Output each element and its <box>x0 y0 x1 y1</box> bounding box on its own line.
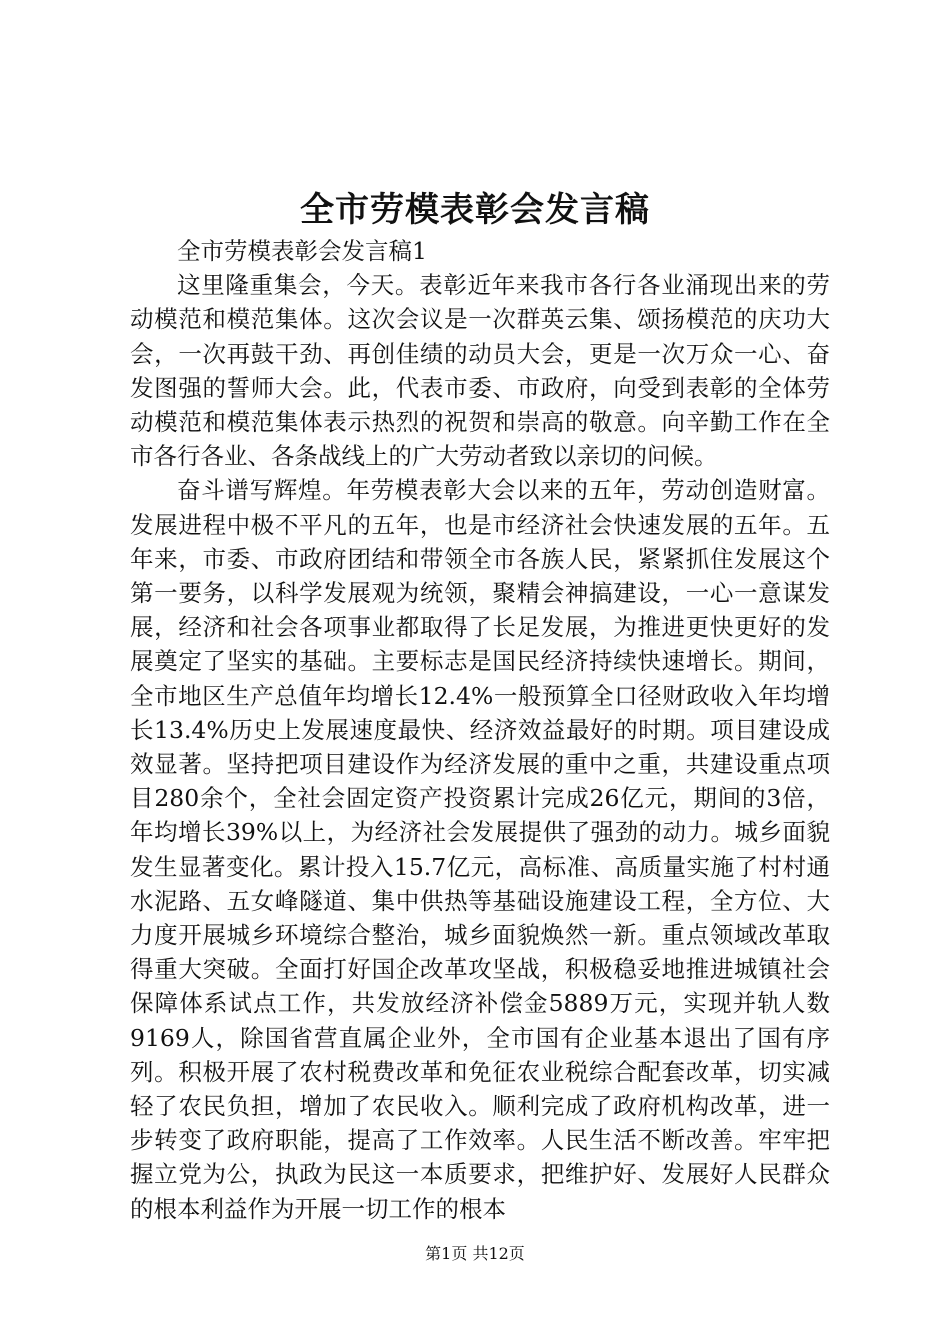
paragraph-2: 奋斗谱写辉煌。年劳模表彰大会以来的五年，劳动创造财富。发展进程中极不平凡的五年，也是市经济社会快速发展的五年。五年来，市委、市政府团结和带领全市各族人民，紧紧抓住发展这个第一要务，以科学发展观为统领，聚精会神搞建设，一心一意谋发展，经济和社会各项事业都取得了长足发展，为推进更快更好的发展奠定了坚实的基础。主要标志是国民经济持续快速增长。期间，全市地区生产总值年均增长12.4%一般预算全口径财政收入年均增长13.4%历史上发展速度最快、经济效益最好的时期。项目建设成效显著。坚持把项目建设作为经济发展的重中之重，共建设重点项目280余个，全社会固定资产投资累计完成26亿元，期间的3倍，年均增长39%以上，为经济社会发展提供了强劲的动力。城乡面貌发生显著变化。累计投入15.7亿元，高标准、高质量实施了村村通水泥路、五女峰隧道、集中供热等基础设施建设工程，全方位、大力度开展城乡环境综合整治，城乡面貌焕然一新。重点领域改革取得重大突破。全面打好国企改革攻坚战，积极稳妥地推进城镇社会保障体系试点工作，共发放经济补偿金5889万元，实现并轨人数9169人，除国省营直属企业外，全市国有企业基本退出了国有序列。积极开展了农村税费改革和免征农业税综合配套改革，切实减轻了农民负担，增加了农民收入。顺利完成了政府机构改革，进一步转变了政府职能，提高了工作效率。人民生活不断改善。牢牢把握立党为公，执政为民这一本质要求，把维护好、发展好人民群众的根本利益作为开展一切工作的根本 <box>130 476 830 1223</box>
document-body <box>130 234 830 1226</box>
document-subtitle: 全市劳模表彰会发言稿1 <box>177 237 427 265</box>
paragraph-1: 这里隆重集会，今天。表彰近年来我市各行各业涌现出来的劳动模范和模范集体。这次会议是一次群英云集、颂扬模范的庆功大会，一次再鼓干劲、再创佳绩的动员大会，更是一次万众一心、奋发图强的誓师大会。此，代表市委、市政府，向受到表彰的全体劳动模范和模范集体表示热烈的祝贺和崇高的敬意。向辛勤工作在全市各行各业、各条战线上的广大劳动者致以亲切的问候。 <box>130 271 830 471</box>
page-number-footer: 第1页 共12页 <box>425 1244 525 1263</box>
document-title: 全市劳模表彰会发言稿 <box>300 190 650 230</box>
